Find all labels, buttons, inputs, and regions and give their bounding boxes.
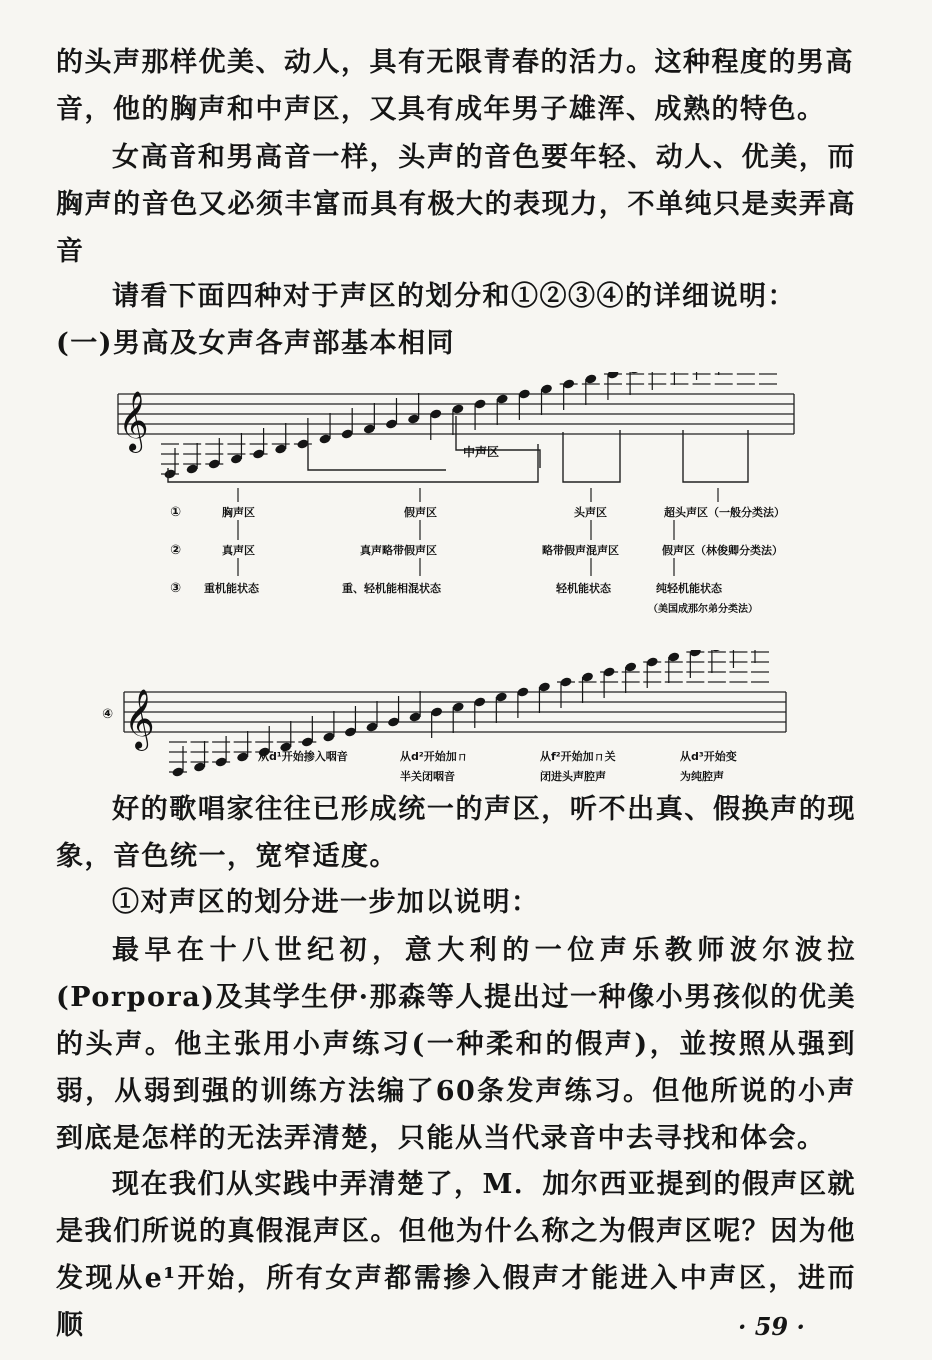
paragraph-5: ①对声区的划分进一步加以说明： <box>112 887 540 918</box>
note-3-line2: 闭进头声腔声 <box>540 770 606 783</box>
row3-heavy: 重机能状态 <box>204 582 259 595</box>
paragraph-1-line-1: 的头声那样优美、动人，具有无限青春的活力。这种程度的男高 <box>56 47 854 78</box>
row1-falsetto: 假声区 <box>404 506 437 519</box>
note-2-line2: 半关闭咽音 <box>400 770 455 783</box>
note-2-line1: 从d²开始加ㄇ <box>400 750 468 763</box>
paragraph-4: 好的歌唱家往往已形成统一的声区，听不出真、假换声的现象，音色统一，宽窄适度。 <box>56 794 856 872</box>
row1-head: 头声区 <box>574 506 607 519</box>
paragraph-2: 女高音和男高音一样，头声的音色要年轻、动人、优美，而胸声的音色又必须丰富而具有极大的表现力，不单纯只是卖弄高音 <box>56 142 856 267</box>
row3-note: （美国成那尔弟分类法） <box>648 604 758 615</box>
row-marker-1: ① <box>170 505 182 520</box>
row1-superhead: 超头声区（一般分类法） <box>664 506 785 519</box>
row3-pure-light: 纯轻机能状态 <box>656 582 722 595</box>
middle-register-label: 中声区 <box>463 445 500 459</box>
row2-falsetto: 假声区（林俊卿分类法） <box>662 544 783 557</box>
register-brackets <box>168 416 748 482</box>
note-4-line2: 为纯腔声 <box>680 770 724 783</box>
page-number: · 59 · <box>738 1312 805 1341</box>
notes-row-1 <box>161 372 777 480</box>
row2-mixed: 真声略带假声区 <box>360 544 437 557</box>
paragraph-7: 现在我们从实践中弄清楚了，M．加尔西亚提到的假声区就是我们所说的真假混声区。但他为什么称之为假声区呢？因为他发现从e¹开始，所有女声都需掺入假声才能进入中声区，进而顺 <box>56 1169 856 1341</box>
treble-clef-icon: 𝄞 <box>118 391 149 451</box>
note-1-line1: 从d¹开始掺入咽音 <box>258 750 348 763</box>
row1-chest: 胸声区 <box>222 506 255 519</box>
register-diagram-1 <box>108 372 808 634</box>
register-diagram-2 <box>100 650 800 788</box>
diagram-2-marker: ④ <box>102 707 114 722</box>
treble-clef-icon-2: 𝄞 <box>124 689 155 749</box>
section-heading: (一)男高及女声各声部基本相同 <box>56 328 456 359</box>
paragraph-3: 请看下面四种对于声区的划分和①②③④的详细说明： <box>112 281 796 312</box>
arrows <box>238 488 718 576</box>
row3-light: 轻机能状态 <box>556 582 611 595</box>
staff-lines-2 <box>124 692 786 732</box>
row-marker-2: ② <box>170 543 182 558</box>
paragraph-6: 最早在十八世纪初，意大利的一位声乐教师波尔波拉(Porpora)及其学生伊·那森等人提出过一种像小男孩似的优美的头声。他主张用小声练习(一种柔和的假声)，並按照从强到弱，从弱到强的训练方法编了60条发声练习。但他所说的小声到底是怎样的无法弄清楚，只能从当代录音中去寻找和体会。 <box>56 935 856 1154</box>
row2-head-mixed: 略带假声混声区 <box>542 544 619 557</box>
row-marker-3: ③ <box>170 581 182 596</box>
row2-true: 真声区 <box>222 544 255 557</box>
note-3-line1: 从f²开始加ㄇ关 <box>540 750 616 763</box>
row3-mixed: 重、轻机能相混状态 <box>342 582 441 595</box>
note-4-line1: 从d³开始变 <box>680 750 737 763</box>
paragraph-1-line-2: 音，他的胸声和中声区，又具有成年男子雄浑、成熟的特色。 <box>56 94 826 125</box>
